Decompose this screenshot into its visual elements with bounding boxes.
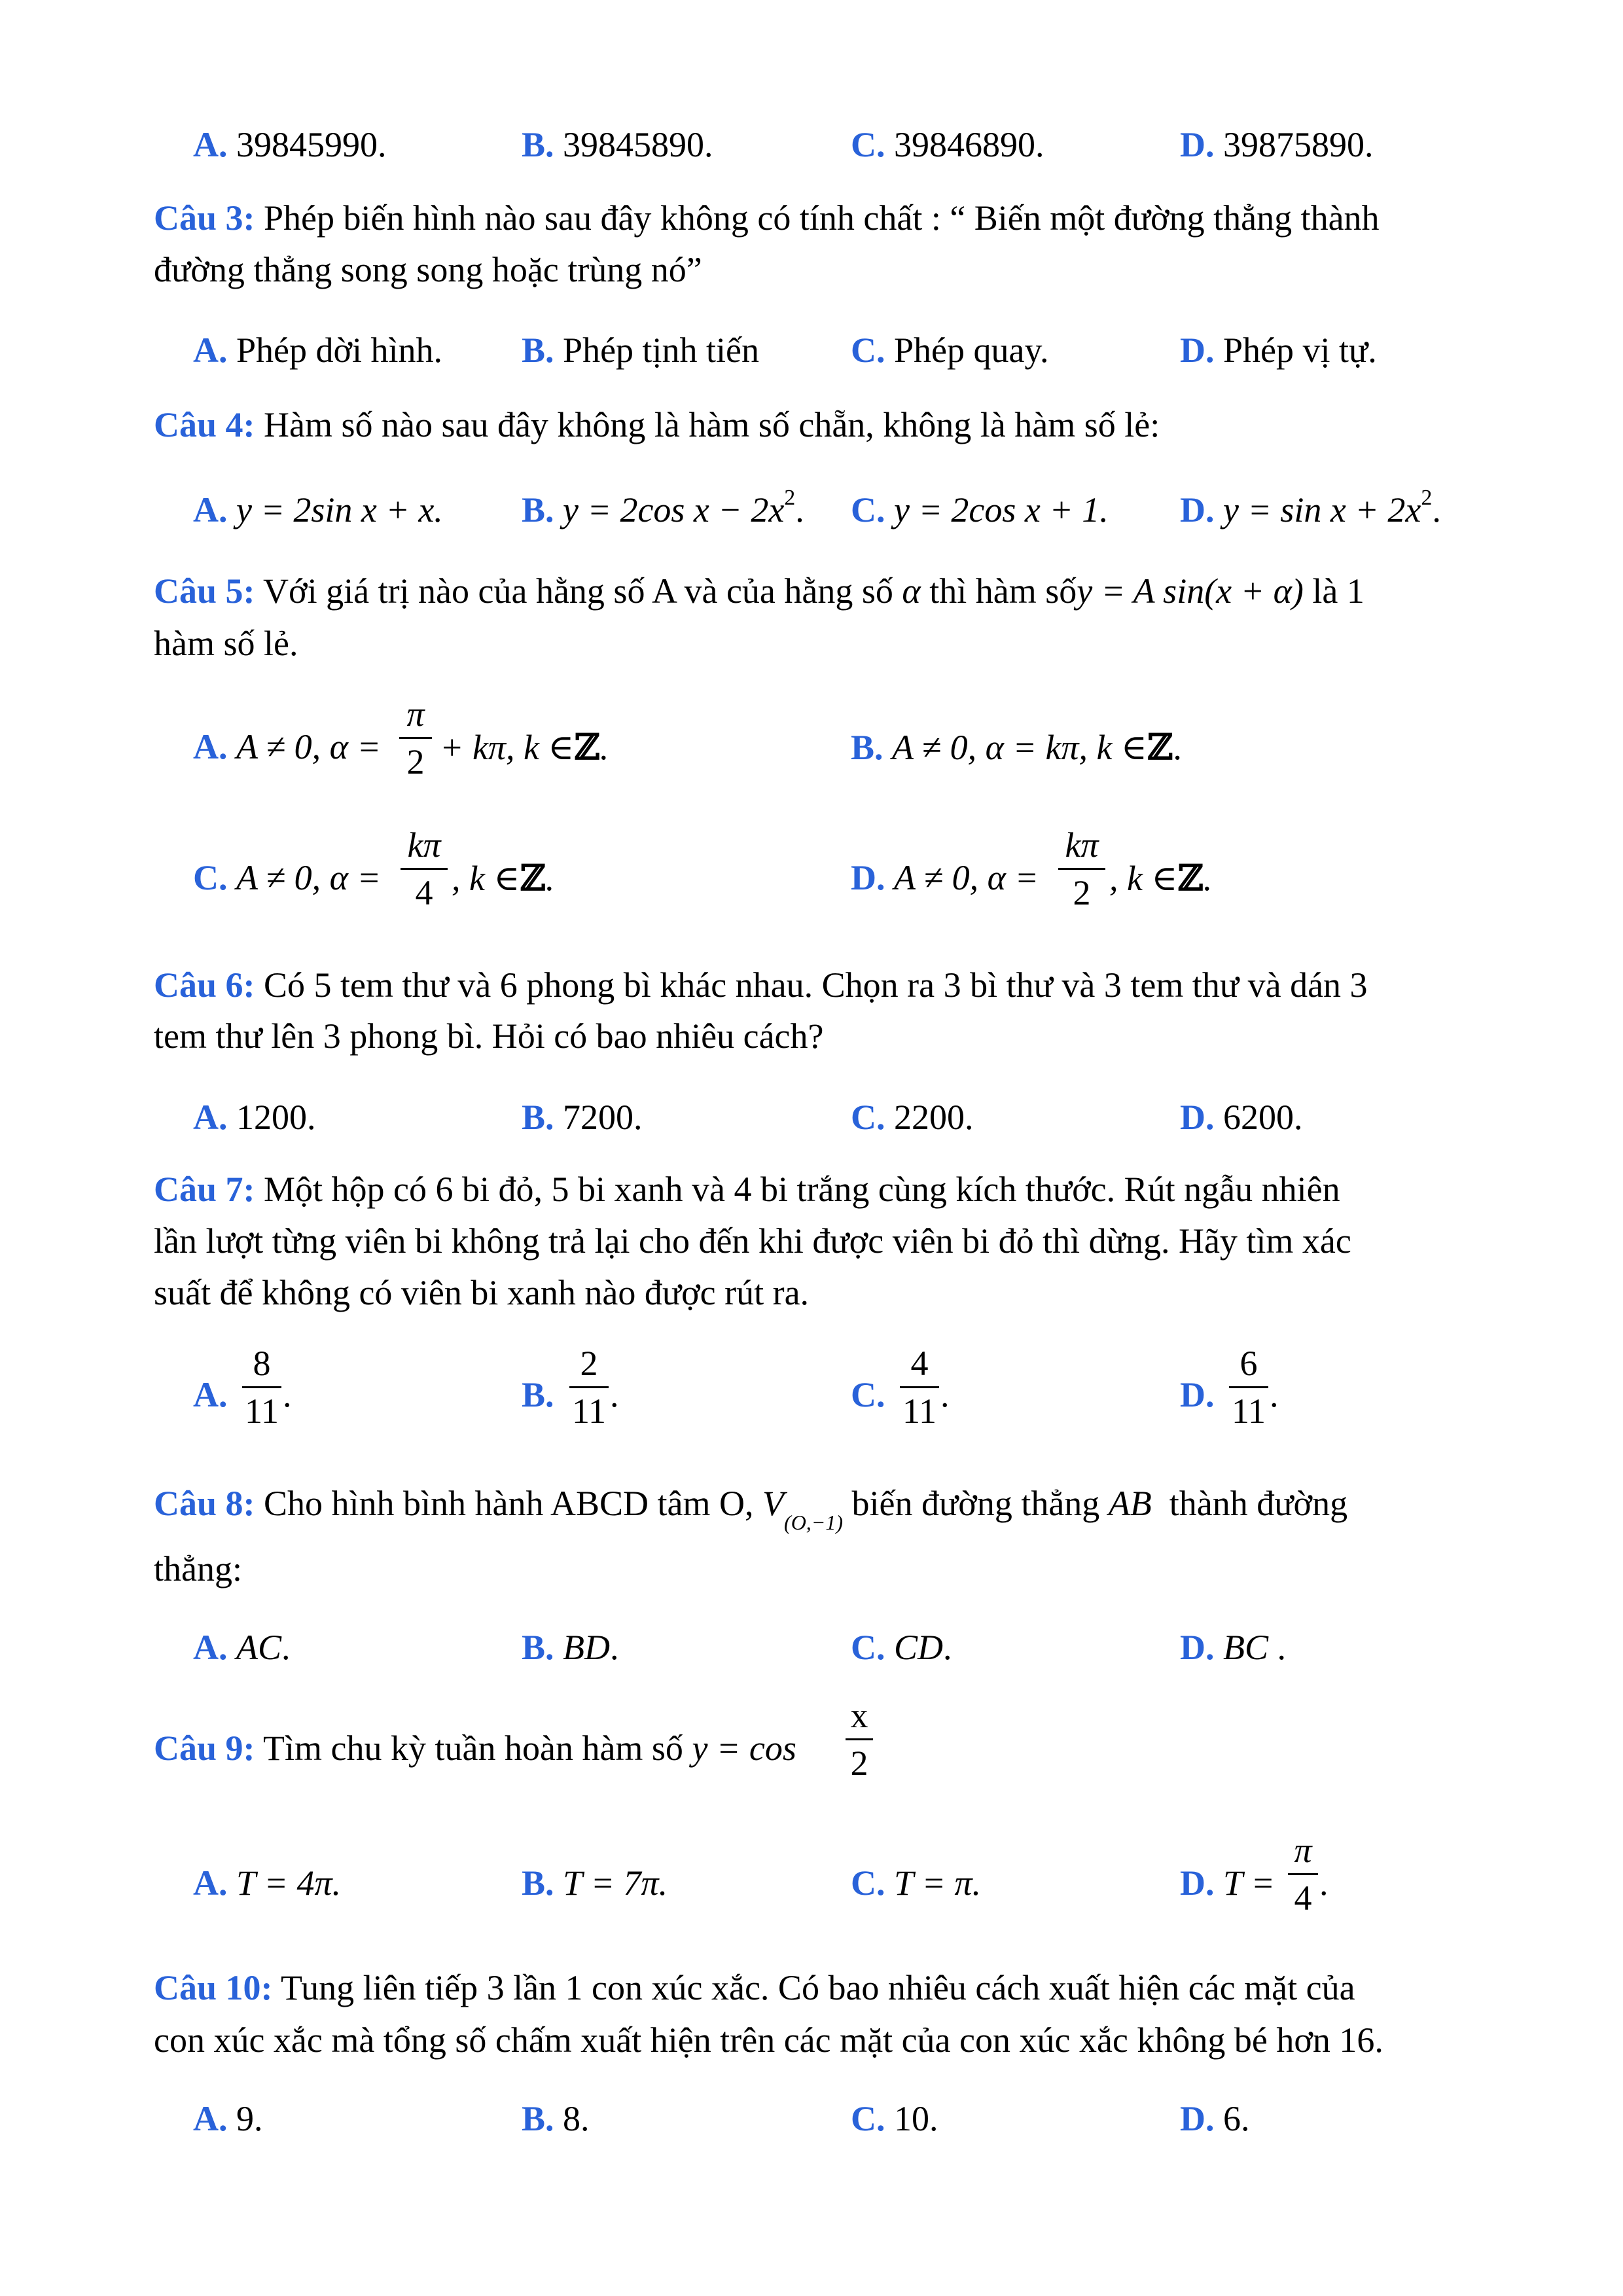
q9-d-period: . (1319, 1863, 1329, 1903)
q7-stem-line3: suất để không có viên bi xanh nào được rút ra. (154, 1273, 810, 1312)
option-formula: y = 2cos x + 1. (894, 490, 1109, 529)
option-label: A. (193, 331, 228, 370)
question-label: Câu 10: (154, 1968, 273, 2007)
fraction-bar (846, 1738, 873, 1740)
q2-option-a[interactable] (193, 127, 387, 162)
q9-stem-line1 (154, 1731, 796, 1766)
option-label: D. (851, 858, 885, 897)
option-formula: AC (236, 1628, 282, 1667)
q5-option-b[interactable] (851, 726, 1182, 768)
fraction-bar (399, 737, 432, 739)
exponent: 2 (784, 486, 796, 510)
option-label: D. (1180, 2099, 1215, 2138)
question-text: là 1 (1312, 571, 1364, 611)
option-text: 6. (1223, 2099, 1250, 2138)
option-text: 10. (894, 2099, 938, 2138)
option-label: C. (851, 1375, 885, 1414)
option-label: A. (193, 2099, 228, 2138)
q7-c-period: . (940, 1375, 950, 1414)
option-label: A. (193, 1628, 228, 1667)
option-formula: A ≠ 0, α = kπ, k ∈ (892, 728, 1147, 767)
q5-stem-line2: hàm số lẻ. (154, 624, 298, 663)
option-text: Phép vị tự. (1223, 331, 1377, 370)
fraction-bar (1229, 1386, 1268, 1388)
q9-option-a[interactable] (193, 1865, 341, 1901)
denominator: 11 (1232, 1391, 1266, 1431)
option-text: 6200. (1223, 1098, 1303, 1137)
period: . (1432, 490, 1441, 529)
q10-option-a[interactable] (193, 2101, 263, 2136)
option-label: B. (522, 490, 554, 529)
option-label: D. (1180, 331, 1215, 370)
option-text: 39845890. (563, 125, 713, 164)
q6-option-c[interactable] (851, 1100, 974, 1135)
q3-stem-line2: đường thẳng song song hoặc trùng nó” (154, 250, 702, 289)
fraction-bar (1058, 868, 1105, 870)
option-label: B. (522, 1863, 554, 1903)
option-formula: + kπ, k ∈ (440, 728, 575, 767)
option-label: A. (193, 727, 228, 766)
q5-c-fraction (401, 827, 448, 910)
period: . (599, 728, 609, 767)
option-formula: A ≠ 0, α = (236, 727, 381, 766)
denominator: 2 (850, 1744, 868, 1783)
option-text: 2200. (894, 1098, 974, 1137)
period: . (795, 490, 804, 529)
option-formula: y = 2sin x + x. (236, 490, 443, 529)
option-label: C. (851, 1098, 885, 1137)
q6-stem-line2: tem thư lên 3 phong bì. Hỏi có bao nhiêu cách? (154, 1016, 824, 1056)
option-text: 7200. (563, 1098, 643, 1137)
option-label: A. (193, 1375, 228, 1414)
option-label: B. (522, 1098, 554, 1137)
q2-option-b[interactable] (522, 127, 713, 162)
numerator: 2 (580, 1344, 598, 1383)
exponent: 2 (1421, 486, 1433, 510)
period: . (1203, 859, 1213, 898)
q7-b-period: . (610, 1375, 619, 1414)
option-label: C. (851, 1628, 885, 1667)
q10-option-d[interactable] (1180, 2101, 1250, 2136)
q5-c-tail (452, 857, 555, 899)
option-label: C. (851, 331, 885, 370)
fraction-bar (1288, 1873, 1318, 1875)
q4-option-b[interactable] (522, 486, 804, 529)
period: . (943, 1628, 952, 1667)
option-label: A. (193, 1863, 228, 1903)
q9-option-d[interactable] (1180, 1865, 1275, 1901)
q8-option-c[interactable] (851, 1630, 952, 1665)
option-formula: y = sin x + 2x (1223, 490, 1421, 529)
line-name: AB (1108, 1484, 1152, 1523)
fraction-bar (401, 868, 448, 870)
option-formula: T = 4π. (236, 1863, 342, 1903)
option-label: C. (851, 2099, 885, 2138)
option-formula: A ≠ 0, α = (894, 858, 1039, 897)
option-label: C. (193, 858, 228, 897)
option-text: Phép dời hình. (236, 331, 443, 370)
q7-stem-line1 (154, 1172, 1340, 1207)
option-label: B. (522, 125, 554, 164)
denominator: 2 (406, 742, 425, 781)
q5-a-fraction (399, 696, 432, 780)
numerator: 6 (1240, 1344, 1258, 1383)
transformation-symbol: V (762, 1484, 785, 1523)
q4-option-d[interactable] (1180, 486, 1441, 529)
option-formula: y = 2cos x − 2x (563, 490, 785, 529)
q4-option-a[interactable] (193, 492, 443, 528)
q7-d-fraction (1229, 1346, 1268, 1429)
q6-option-a[interactable] (193, 1100, 316, 1135)
q3-stem-line1 (154, 200, 1380, 236)
option-formula: BD (563, 1628, 611, 1667)
option-label: D. (1180, 1098, 1215, 1137)
q4-stem-line1 (154, 407, 1160, 442)
question-text: Cho hình bình hành ABCD tâm O, (264, 1484, 754, 1523)
q8-option-d[interactable] (1180, 1630, 1286, 1665)
q6-option-b[interactable] (522, 1100, 643, 1135)
numerator: 8 (253, 1344, 271, 1383)
fraction-bar (900, 1386, 939, 1388)
q7-d-period: . (1270, 1375, 1279, 1414)
question-text: Tung liên tiếp 3 lần 1 con xúc xắc. Có bao nhiêu cách xuất hiện các mặt của (281, 1968, 1355, 2007)
option-label: B. (851, 728, 883, 767)
function-formula: y = A sin(x + α) (1077, 571, 1304, 611)
option-label: B. (522, 2099, 554, 2138)
q7-a-fraction (242, 1346, 281, 1429)
option-formula: , k ∈ (452, 859, 520, 898)
option-text: 39875890. (1223, 125, 1374, 164)
question-label: Câu 4: (154, 405, 255, 444)
q5-d-tail (1109, 857, 1213, 899)
q10-stem-line2: con xúc xắc mà tổng số chấm xuất hiện trên các mặt của con xúc xắc không bé hơn 16. (154, 2020, 1383, 2060)
integer-set-symbol: ℤ (1147, 726, 1173, 768)
question-text: Hàm số nào sau đây không là hàm số chẵn, không là hàm số lẻ: (264, 405, 1160, 444)
period: . (281, 1628, 291, 1667)
q7-option-c[interactable] (851, 1377, 885, 1412)
option-label: D. (1180, 1863, 1215, 1903)
integer-set-symbol: ℤ (1177, 857, 1204, 899)
option-label: A. (193, 125, 228, 164)
function-formula: y = cos (692, 1729, 796, 1768)
question-text: Có 5 tem thư và 6 phong bì khác nhau. Chọn ra 3 bì thư và 3 tem thư và dán 3 (264, 965, 1368, 1005)
fraction-bar (569, 1386, 609, 1388)
option-text: 39845990. (236, 125, 387, 164)
option-label: D. (1180, 1628, 1215, 1667)
integer-set-symbol: ℤ (574, 726, 600, 768)
denominator: 4 (415, 873, 433, 912)
q6-option-d[interactable] (1180, 1100, 1303, 1135)
question-text: thì hàm số (929, 571, 1077, 611)
option-label: D. (1180, 490, 1215, 529)
q10-option-b[interactable] (522, 2101, 590, 2136)
option-label: B. (522, 1628, 554, 1667)
period: . (1268, 1628, 1287, 1667)
option-text: 1200. (236, 1098, 316, 1137)
q6-stem-line1 (154, 967, 1368, 1003)
q3-option-c[interactable] (851, 332, 1048, 368)
q7-option-d[interactable] (1180, 1377, 1215, 1412)
numerator: 4 (910, 1344, 929, 1383)
question-text: biến đường thẳng (851, 1484, 1100, 1523)
q3-option-b[interactable] (522, 332, 759, 368)
numerator: x (850, 1696, 868, 1735)
q7-stem-line2: lần lượt từng viên bi không trả lại cho đến khi được viên bi đỏ thì dừng. Hãy tìm xác (154, 1221, 1351, 1261)
denominator: 4 (1294, 1878, 1312, 1918)
q7-b-fraction (569, 1346, 609, 1429)
option-formula: A ≠ 0, α = (236, 858, 381, 897)
denominator: 11 (902, 1391, 936, 1431)
question-label: Câu 3: (154, 198, 255, 238)
option-formula: , k ∈ (1109, 859, 1178, 898)
q5-a-tail (440, 726, 609, 768)
q8-option-a[interactable] (193, 1630, 291, 1665)
q5-option-c[interactable] (193, 860, 381, 895)
option-label: D. (1180, 125, 1215, 164)
question-label: Câu 9: (154, 1729, 255, 1768)
option-text: Phép quay. (894, 331, 1049, 370)
q5-stem-line1 (154, 573, 1364, 609)
q2-option-d[interactable] (1180, 127, 1374, 162)
q3-option-d[interactable] (1180, 332, 1377, 368)
q10-option-c[interactable] (851, 2101, 938, 2136)
option-label: B. (522, 331, 554, 370)
option-formula: CD (894, 1628, 944, 1667)
question-label: Câu 8: (154, 1484, 255, 1523)
numerator: kπ (407, 825, 441, 865)
question-text: Phép biến hình nào sau đây không có tính chất : “ Biến một đường thẳng thành (264, 198, 1380, 238)
option-text: Phép tịnh tiến (563, 331, 760, 370)
question-text: Một hộp có 6 bi đỏ, 5 bi xanh và 4 bi trắng cùng kích thước. Rút ngẫu nhiên (264, 1170, 1340, 1209)
question-text: Tìm chu kỳ tuần hoàn hàm số (263, 1729, 683, 1768)
q8-option-b[interactable] (522, 1630, 619, 1665)
period: . (1173, 728, 1182, 767)
option-formula: T = (1223, 1863, 1275, 1903)
question-text: Với giá trị nào của hằng số A và của hằng số (263, 571, 893, 611)
q7-option-a[interactable] (193, 1377, 228, 1412)
numerator: kπ (1065, 825, 1099, 865)
q9-option-c[interactable] (851, 1865, 981, 1901)
option-text: 39846890. (894, 125, 1044, 164)
denominator: 2 (1073, 873, 1091, 912)
q9-stem-fraction (846, 1698, 873, 1781)
option-text: 8. (563, 2099, 590, 2138)
option-label: A. (193, 1098, 228, 1137)
alpha-symbol: α (902, 571, 921, 611)
question-label: Câu 7: (154, 1170, 255, 1209)
q5-option-d[interactable] (851, 860, 1039, 895)
option-text: 9. (236, 2099, 263, 2138)
q9-d-fraction (1288, 1833, 1318, 1916)
question-label: Câu 6: (154, 965, 255, 1005)
integer-set-symbol: ℤ (520, 857, 546, 899)
question-label: Câu 5: (154, 571, 255, 611)
q10-stem-line1 (154, 1970, 1355, 2005)
option-formula: BC (1223, 1628, 1269, 1667)
q5-d-fraction (1058, 827, 1105, 910)
option-formula: T = π. (894, 1863, 982, 1903)
question-text: thành đường (1169, 1484, 1348, 1523)
q7-a-period: . (283, 1375, 292, 1414)
q9-option-b[interactable] (522, 1865, 668, 1901)
q2-option-c[interactable] (851, 127, 1044, 162)
fraction-bar (242, 1386, 281, 1388)
transformation-subscript: (O,−1) (784, 1511, 844, 1534)
q4-option-c[interactable] (851, 492, 1109, 528)
q7-option-b[interactable] (522, 1377, 554, 1412)
q8-stem-line1 (154, 1484, 1348, 1534)
q5-option-a[interactable] (193, 729, 381, 764)
option-label: B. (522, 1375, 554, 1414)
q7-c-fraction (900, 1346, 939, 1429)
option-label: C. (851, 1863, 885, 1903)
denominator: 11 (245, 1391, 279, 1431)
q8-stem-line2: thẳng: (154, 1549, 242, 1588)
period: . (610, 1628, 619, 1667)
numerator: π (406, 694, 425, 734)
option-label: D. (1180, 1375, 1215, 1414)
q3-option-a[interactable] (193, 332, 442, 368)
period: . (545, 859, 555, 898)
numerator: π (1294, 1831, 1312, 1870)
option-label: C. (851, 490, 885, 529)
option-label: C. (851, 125, 885, 164)
denominator: 11 (572, 1391, 606, 1431)
option-label: A. (193, 490, 228, 529)
option-formula: T = 7π. (563, 1863, 668, 1903)
